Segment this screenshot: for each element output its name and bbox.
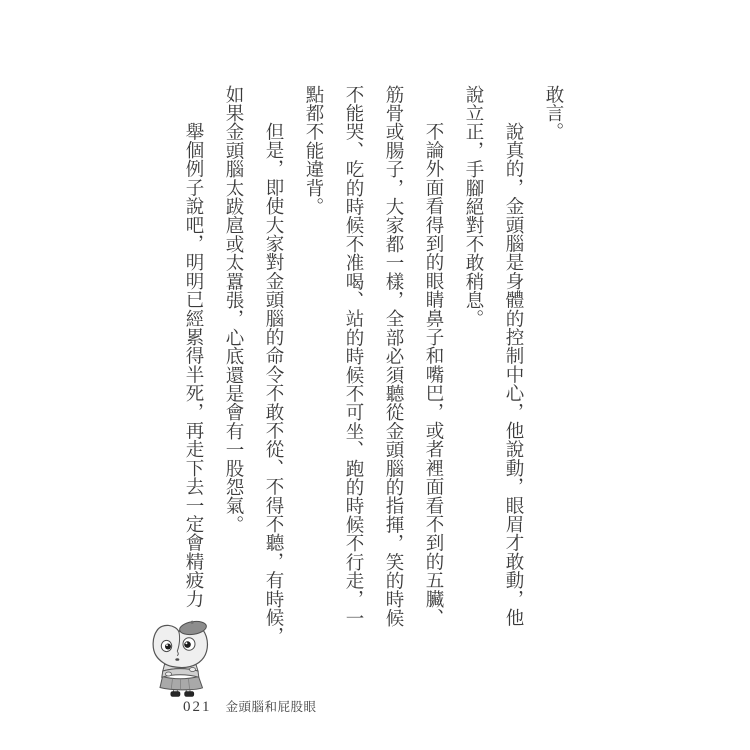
text-column: 如果金頭腦太跋扈或太囂張，心底還是會有一股怨氣。 <box>223 85 243 534</box>
body-text <box>173 85 573 707</box>
page-footer <box>183 697 317 716</box>
chapter-title: 金頭腦和屁股眼 <box>225 700 317 714</box>
text-column: 點都不能違背。 <box>303 85 323 216</box>
brain-mascot-icon <box>146 619 228 697</box>
brain-mascot-illustration <box>146 619 228 697</box>
text-column: 說真的，金頭腦是身體的控制中心，他說動，眼眉才敢動，他 <box>503 122 523 627</box>
text-column: 但是，即使大家對金頭腦的命令不敢不從、不得不聽，有時候， <box>263 122 283 646</box>
page-number: 021 <box>183 699 212 715</box>
text-column: 敢言。 <box>543 85 563 142</box>
mascot-mouth <box>175 658 179 661</box>
text-column: 筋骨或腸子，大家都一樣，全部必須聽從金頭腦的指揮，笑的時候 <box>383 85 403 628</box>
text-column: 舉個例子說吧，明明已經累得半死，再走下去一定會精疲力 <box>183 122 203 609</box>
text-column: 不能哭、吃的時候不准喝、站的時候不可坐、跑的時候不行走，一 <box>343 85 363 628</box>
text-column: 說立正，手腳絕對不敢稍息。 <box>463 85 483 329</box>
mascot-boots <box>171 692 194 697</box>
mascot-skirt <box>160 677 203 690</box>
text-column: 不論外面看得到的眼睛鼻子和嘴巴，或者裡面看不到的五臟、 <box>423 122 443 627</box>
